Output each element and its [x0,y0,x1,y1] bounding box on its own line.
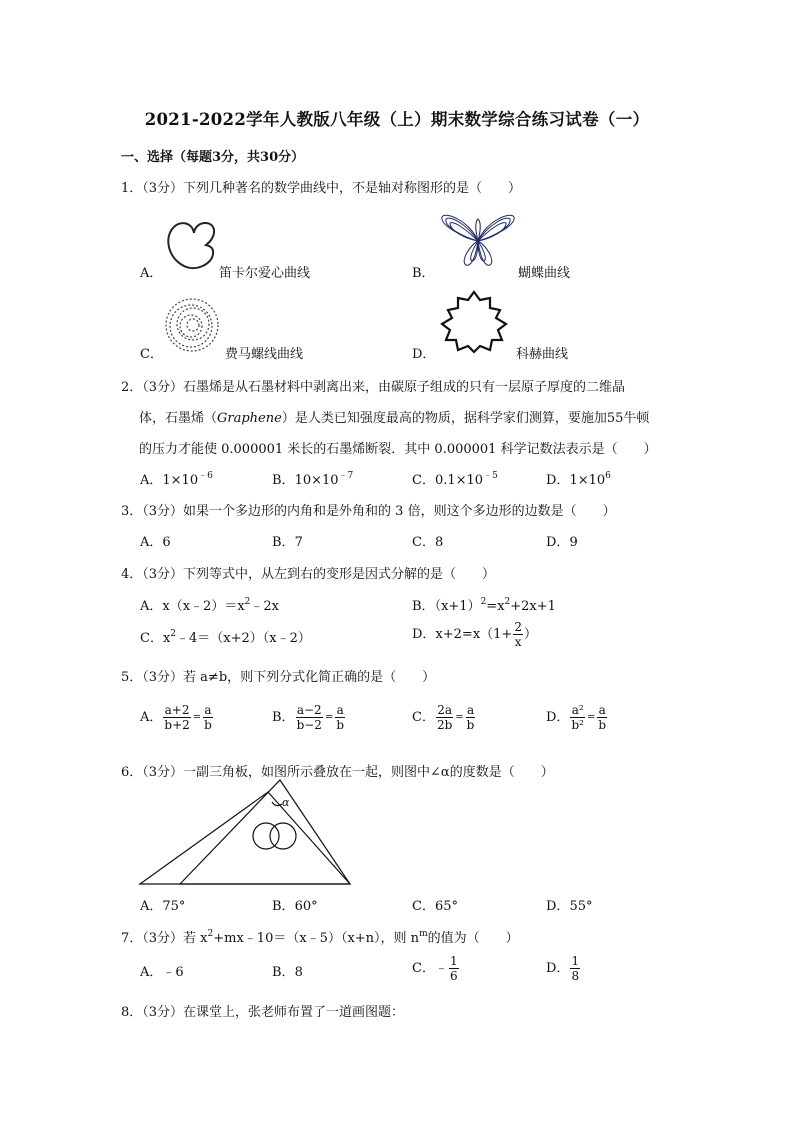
q3-option-c: C．8 [412,535,444,550]
question-6-stem: 6．（3分）一副三角板，如图所示叠放在一起，则图中∠α的度数是（ ） [121,765,554,780]
q7-option-a: A．﹣6 [140,965,184,980]
q6-option-b: B．60° [272,899,318,914]
q1-option-c-letter: C． [140,347,163,362]
fermat-spiral-figure [163,296,221,354]
question-2-line-1: 2．（3分）石墨烯是从石墨材料中剥离出来，由碳原子组成的只有一层原子厚度的二维晶 [121,380,626,395]
q5-option-b: B． $\frac{a-2}{b-2}$ = $\frac{a}{b}$ [272,703,345,732]
q1-option-d-letter: D． [412,347,436,362]
q5-option-a: A． $\frac{a+2}{b+2}$ = $\frac{a}{b}$ [140,703,212,732]
q4-option-d: D．x+2=x（1+ $\frac{2}{x}$ ） [412,620,537,649]
q5-option-d: D． $\frac{\text{a²}}{\text{b²}}$ = $\frac{a}{b}$ [546,703,607,732]
q2-option-d: D．$1\times 10^6$ [546,471,611,488]
butterfly-curve-figure [440,211,516,271]
q1-option-a-letter: A． [140,266,163,281]
q2-option-b: B．$10\times 10^{﹣7}$ [272,471,354,488]
q3-option-d: D．9 [546,535,578,550]
q7-option-d: D． $\frac{1}{8}$ [546,954,580,983]
q4-option-a: A．$x(x﹣2)=x^2﹣2x$ [140,597,280,614]
q1-option-a-caption: 笛卡尔爱心曲线 [219,266,311,281]
q6-option-a: A．75° [140,899,186,914]
section-heading: 一、选择（每题3分，共30分） [121,150,305,165]
question-7-stem: 7．（3分）若 $x^2+mx﹣10=(x﹣5)(x+n)$，则 $n^m$的值为（ ） [121,929,519,946]
question-2-line-3: 的压力才能使 0.000001 米长的石墨烯断裂．其中 0.000001 科学记数法表示是（ ） [139,442,657,457]
q4-option-c: C．$x^2﹣4=(x+2)(x﹣2)$ [140,629,311,646]
q1-option-b-letter: B． [412,266,435,281]
q7-option-b: B．8 [272,965,303,980]
q3-option-a: A．6 [140,535,171,550]
q7-option-c: C．﹣ $\frac{1}{6}$ [412,954,458,983]
q2-option-c: C．$0.1\times 10^{﹣5}$ [412,471,498,488]
page-title: 2021-2022学年人教版八年级（上）期末数学综合练习试卷（一） [144,110,650,129]
q1-option-b-caption: 蝴蝶曲线 [518,266,571,281]
question-4-stem: 4．（3分）下列等式中，从左到右的变形是因式分解的是（ ） [121,567,496,582]
q6-option-d: D．55° [546,899,593,914]
question-2-line-2: 体，石墨烯（Graphene）是人类已知强度最高的物质，据科学家们测算，要施加55牛顿 [139,411,650,426]
koch-curve-figure [440,290,508,354]
q4-option-b: B．$(x+1)^2=x^2+2x+1$ [412,597,556,614]
question-5-stem: 5．（3分）若 a≠b，则下列分式化简正确的是（ ） [121,670,436,685]
cardioid-curve-figure [166,218,220,272]
triangle-rulers-figure [130,780,360,890]
q3-option-b: B．7 [272,535,303,550]
q1-option-c-caption: 费马螺线曲线 [225,347,304,362]
q1-option-d-caption: 科赫曲线 [516,347,569,362]
q5-option-c: C． $\frac{2a}{2b}$ = $\frac{a}{b}$ [412,703,475,732]
question-8-stem: 8．（3分）在课堂上，张老师布置了一道画图题： [121,1005,405,1020]
question-3-stem: 3．（3分）如果一个多边形的内角和是外角和的 3 倍，则这个多边形的边数是（ ） [121,504,616,519]
alpha-label: α [282,796,290,809]
question-1-stem: 1．（3分）下列几种著名的数学曲线中，不是轴对称图形的是（ ） [121,181,522,196]
q6-option-c: C．65° [412,899,458,914]
q2-option-a: A．$1\times 10^{﹣6}$ [140,471,213,488]
